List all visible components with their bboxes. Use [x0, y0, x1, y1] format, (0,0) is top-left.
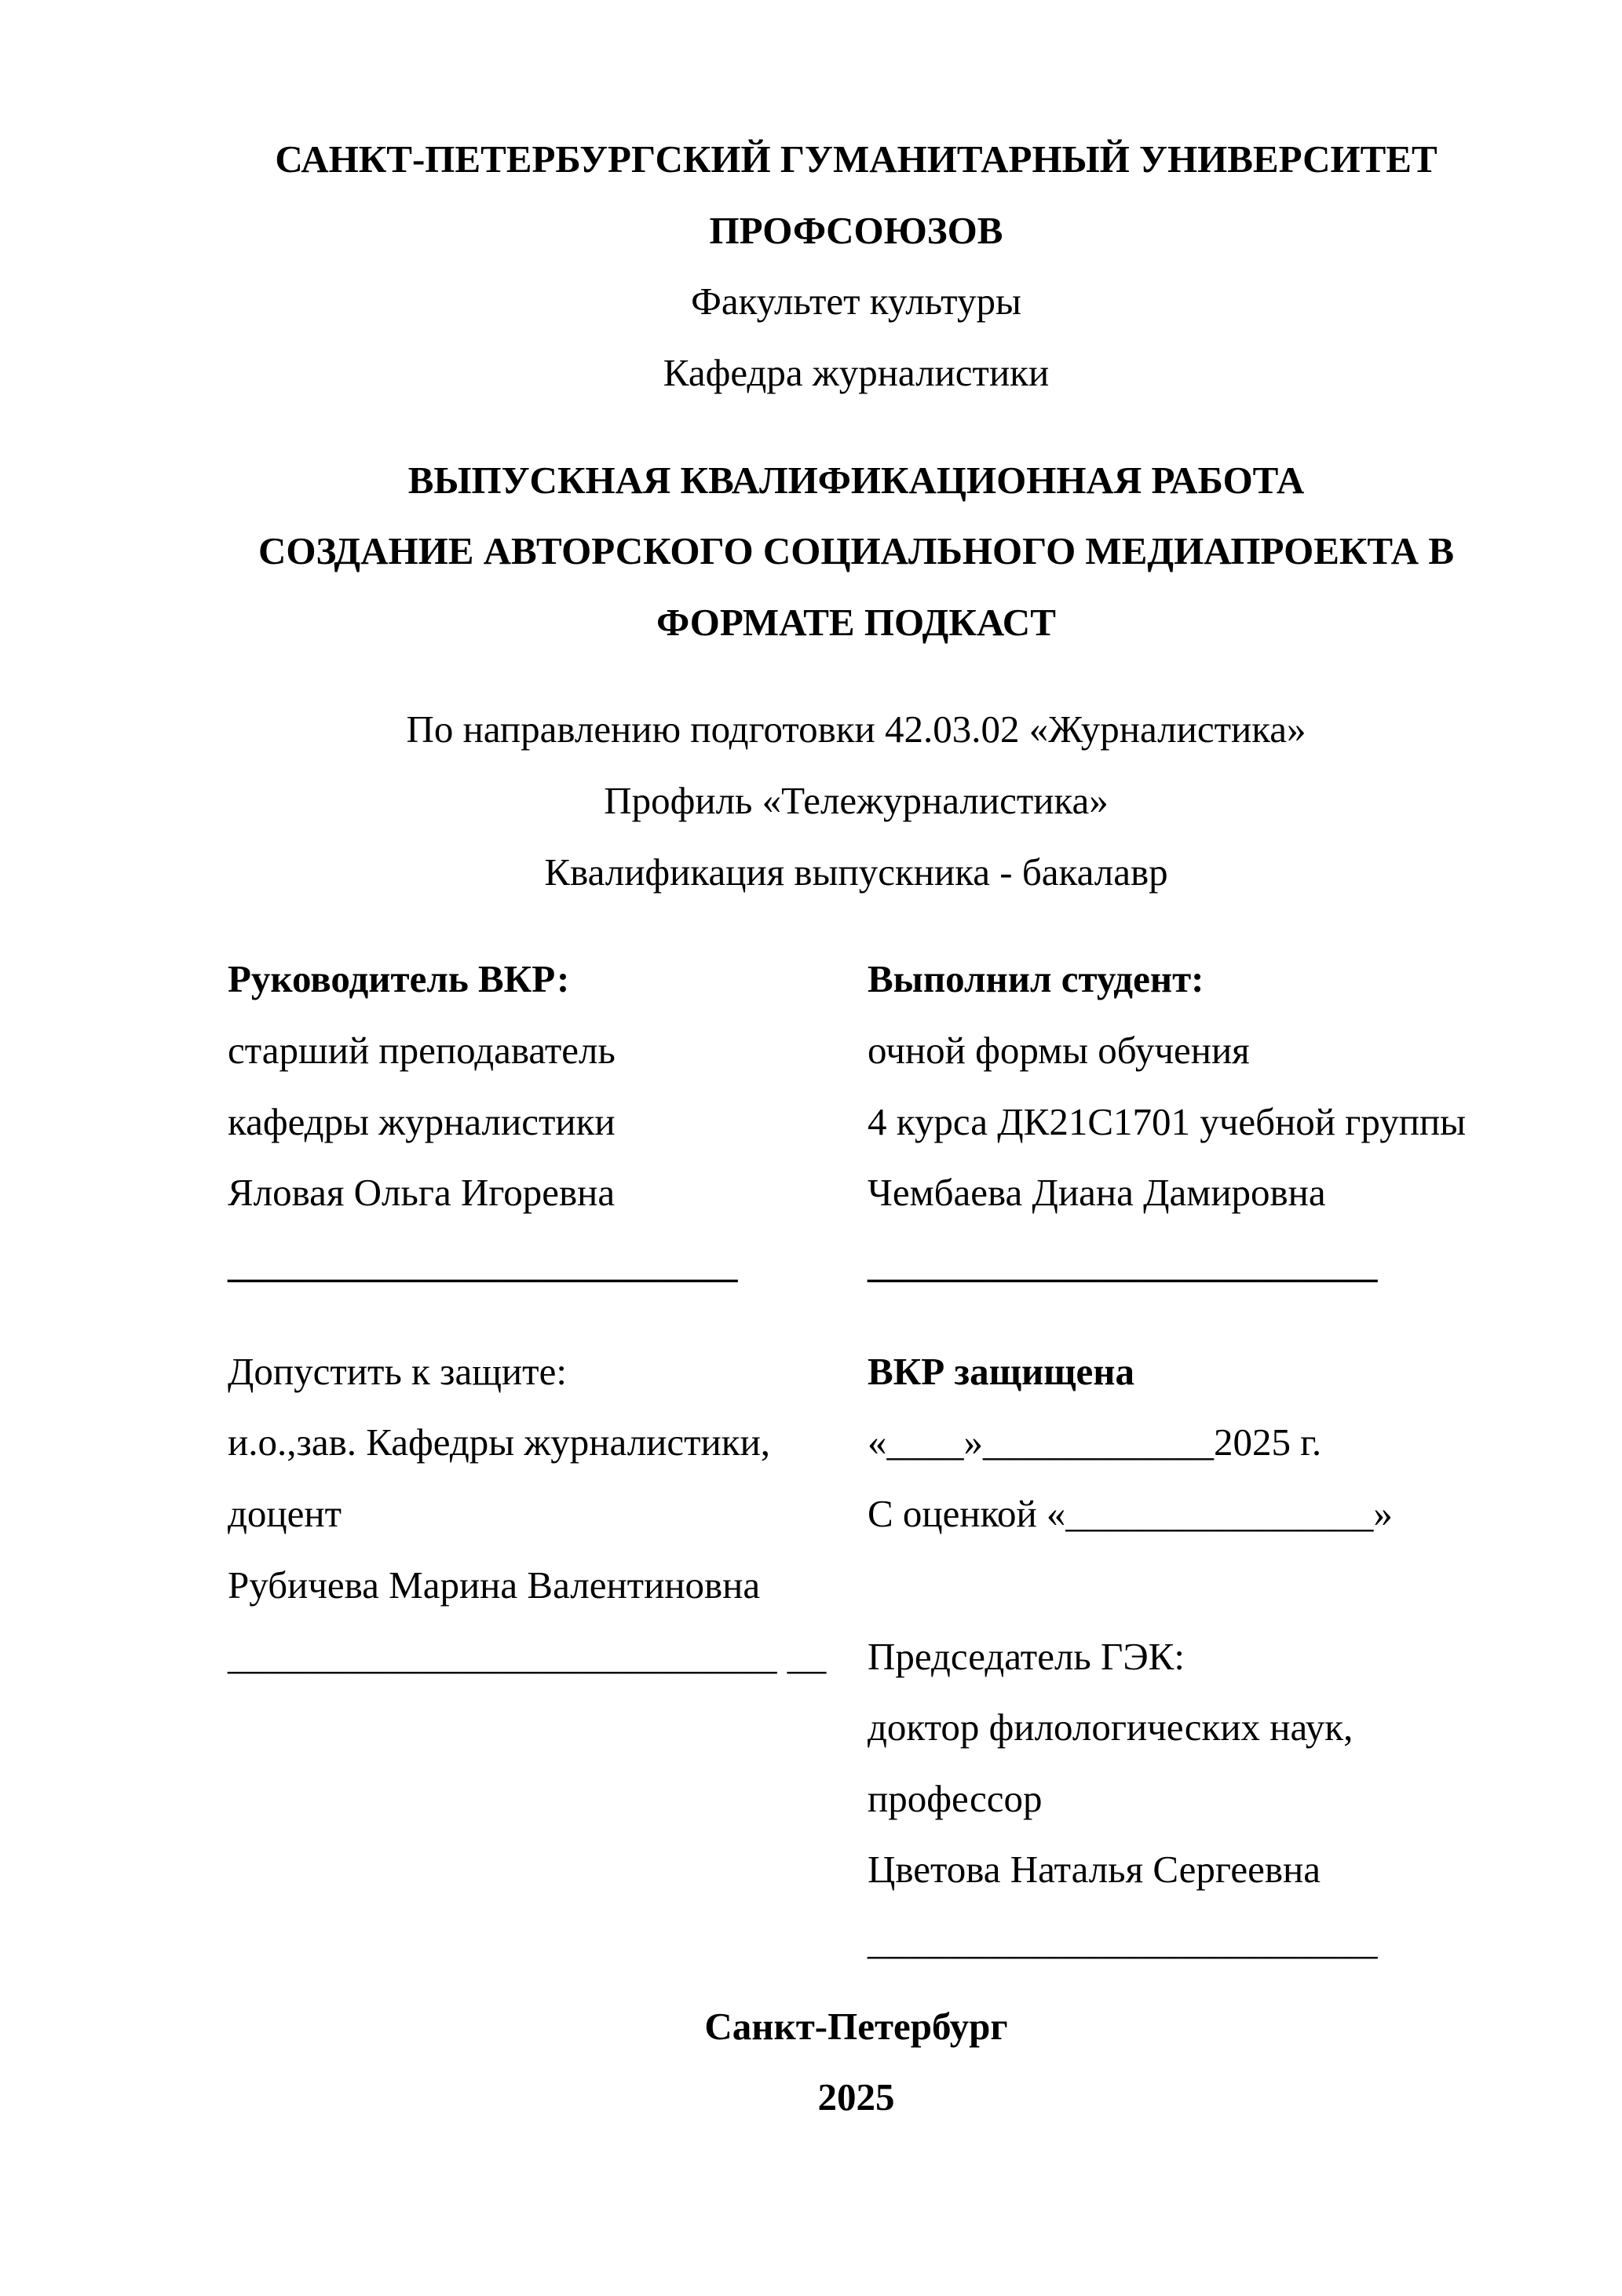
- chairman-degree: доктор филологических наук,: [868, 1706, 1353, 1749]
- qualification-line: Квалификация выпускника - бакалавр: [544, 850, 1168, 894]
- supervisor-signature-line: __________________________: [228, 1241, 738, 1285]
- admission-position-line1: и.о.,зав. Кафедры журналистики,: [228, 1420, 771, 1464]
- supervisor-student-block: [228, 944, 1485, 1300]
- admission-signature-line: ____________________________ __: [228, 1634, 827, 1678]
- university-name-line1: САНКТ-ПЕТЕРБУРГСКИЙ ГУМАНИТАРНЫЙ УНИВЕРСИТЕТ: [275, 137, 1438, 181]
- chairman-name: Цветова Наталья Сергеевна: [868, 1848, 1321, 1892]
- student-name: Чембаева Диана Дамировна: [868, 1171, 1326, 1215]
- profile-line: Профиль «Тележурналистика»: [604, 779, 1109, 823]
- supervisor-name: Яловая Ольга Игоревна: [228, 1171, 616, 1215]
- university-name-line2: ПРОФСОЮЗОВ: [709, 208, 1003, 252]
- supervisor-label: Руководитель ВКР:: [228, 957, 570, 1001]
- faculty-name: Факультет культуры: [691, 280, 1021, 324]
- defense-date-line: «____»____________2025 г.: [868, 1420, 1322, 1464]
- defense-grade-line: С оценкой «________________»: [868, 1491, 1393, 1535]
- student-signature-line: __________________________: [868, 1241, 1378, 1285]
- chairman-label: Председатель ГЭК:: [868, 1634, 1185, 1678]
- student-study-form: очной формы обучения: [868, 1029, 1250, 1073]
- admission-column: [228, 1336, 868, 1692]
- student-group: 4 курса ДК21С1701 учебной группы: [868, 1099, 1467, 1143]
- admission-name: Рубичева Марина Валентиновна: [228, 1563, 761, 1607]
- blank-line: [868, 1550, 1485, 1621]
- supervisor-position-line1: старший преподаватель: [228, 1029, 616, 1073]
- admission-label: Допустить к защите:: [228, 1349, 567, 1393]
- student-label: Выполнил студент:: [868, 957, 1204, 1001]
- program-block: [228, 694, 1485, 908]
- thesis-title-line2: ФОРМАТЕ ПОДКАСТ: [656, 600, 1056, 644]
- supervisor-column: [228, 944, 868, 1300]
- work-type: ВЫПУСКНАЯ КВАЛИФИКАЦИОННАЯ РАБОТА: [407, 458, 1305, 502]
- chairman-signature-line: __________________________: [868, 1919, 1378, 1963]
- direction-line: По направлению подготовки 42.03.02 «Журналистика»: [406, 707, 1306, 751]
- university-header: [228, 124, 1485, 409]
- student-column: [868, 944, 1485, 1300]
- supervisor-position-line2: кафедры журналистики: [228, 1099, 616, 1143]
- thesis-title-line1: СОЗДАНИЕ АВТОРСКОГО СОЦИАЛЬНОГО МЕДИАПРОЕКТА В: [258, 529, 1454, 573]
- admission-defense-block: [228, 1336, 1485, 1977]
- department-name: Кафедра журналистики: [663, 350, 1050, 394]
- year: 2025: [817, 2075, 895, 2119]
- city-name: Санкт-Петербург: [704, 2004, 1008, 2048]
- defense-label: ВКР защищена: [868, 1349, 1135, 1393]
- work-title-block: [228, 445, 1485, 659]
- footer-block: [228, 1991, 1485, 2133]
- chairman-title: профессор: [868, 1776, 1043, 1820]
- defense-column: [868, 1336, 1485, 1977]
- admission-position-line2: доцент: [228, 1491, 342, 1535]
